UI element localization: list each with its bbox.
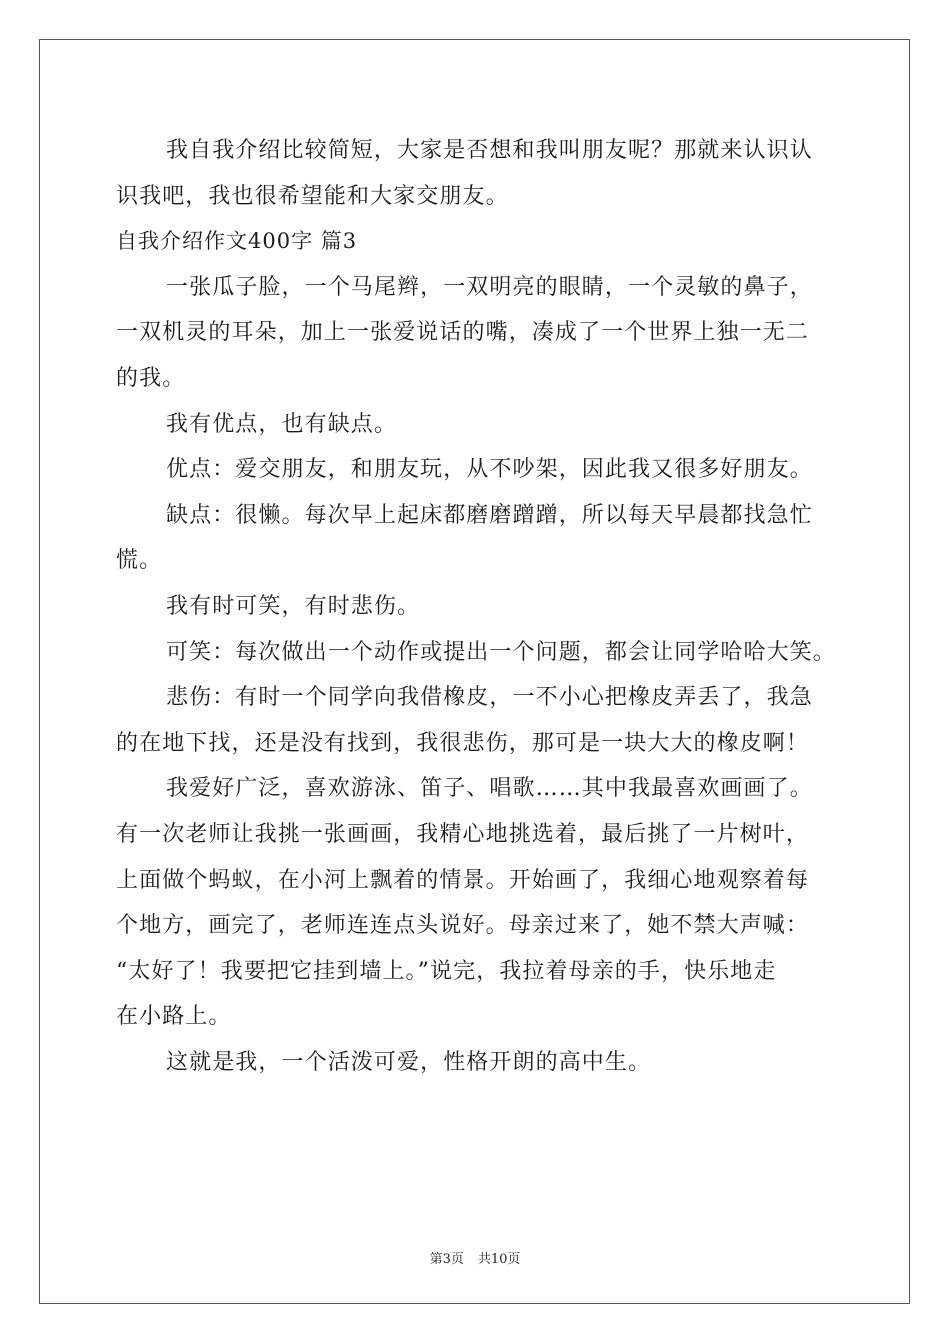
paragraph-line: 识我吧，我也很希望能和大家交朋友。	[116, 183, 509, 209]
paragraph-line: 悲伤：有时一个同学向我借橡皮，一不小心把橡皮弄丢了，我急	[166, 685, 813, 711]
paragraph-line: 的我。	[116, 365, 186, 391]
paragraph-line: “太好了！我要把它挂到墙上。”说完，我拉着母亲的手，快乐地走	[116, 958, 777, 984]
paragraph-line: 个地方，画完了，老师连连点头说好。母亲过来了，她不禁大声喊：	[116, 913, 810, 939]
paragraph-line: 慌。	[116, 548, 163, 574]
paragraph-line: 我爱好广泛，喜欢游泳、笛子、唱歌……其中我最喜欢画画了。	[166, 776, 813, 802]
paragraph-line: 缺点：很懒。每次早上起床都磨磨蹭蹭，所以每天早晨都找急忙	[166, 502, 813, 528]
section-heading: 自我介绍作文400字 篇3	[116, 229, 358, 254]
paragraph-line: 在小路上。	[116, 1004, 232, 1030]
document-body	[116, 128, 856, 1085]
paragraph-line: 我有优点，也有缺点。	[166, 411, 398, 437]
paragraph-line: 优点：爱交朋友，和朋友玩，从不吵架，因此我又很多好朋友。	[166, 457, 813, 483]
paragraph-line: 我自我介绍比较简短，大家是否想和我叫朋友呢？那就来认识认	[166, 138, 813, 163]
paragraph-line: 可笑：每次做出一个动作或提出一个问题，都会让同学哈哈大笑。	[166, 639, 836, 665]
paragraph-line: 一双机灵的耳朵，加上一张爱说话的嘴，凑成了一个世界上独一无二	[116, 320, 810, 346]
paragraph-line: 上面做个蚂蚁，在小河上飘着的情景。开始画了，我细心地观察着每	[116, 867, 810, 893]
paragraph-line: 的在地下找，还是没有找到，我很悲伤，那可是一块大大的橡皮啊！	[116, 730, 810, 756]
page-footer	[0, 1248, 950, 1267]
page-total: 共10页	[477, 1252, 521, 1267]
paragraph-line: 我有时可笑，有时悲伤。	[166, 593, 421, 619]
page-number: 第3页	[429, 1252, 464, 1267]
paragraph-line: 有一次老师让我挑一张画画，我精心地挑选着，最后挑了一片树叶，	[116, 821, 810, 847]
paragraph-line: 一张瓜子脸，一个马尾辫，一双明亮的眼睛，一个灵敏的鼻子，	[166, 274, 813, 300]
paragraph-line: 这就是我，一个活泼可爱，性格开朗的高中生。	[166, 1049, 652, 1075]
